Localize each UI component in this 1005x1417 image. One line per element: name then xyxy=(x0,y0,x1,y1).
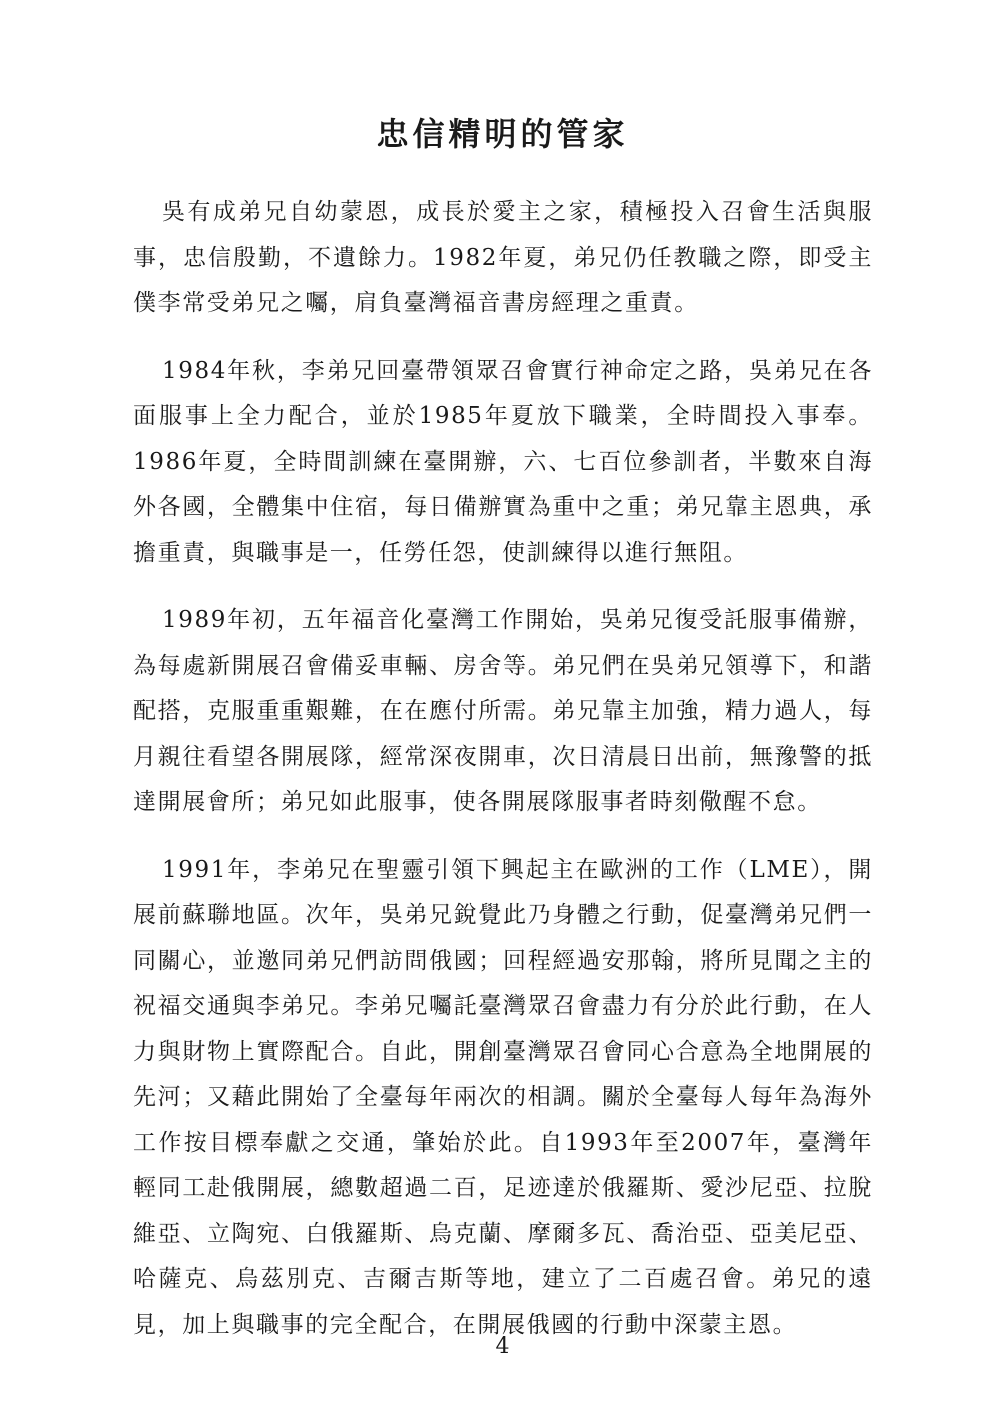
paragraph-4: 1991年，李弟兄在聖靈引領下興起主在歐洲的工作（LME），開展前蘇聯地區。次年，吳弟兄銳覺此乃身體之行動，促臺灣弟兄們一同關心，並邀同弟兄們訪問俄國；回程經過安那翰，將所見聞之主的祝福交通與李弟兄。李弟兄囑託臺灣眾召會盡力有分於此行動，在人力與財物上實際配合。自此，開創臺灣眾召會同心合意為全地開展的先河；又藉此開始了全臺每年兩次的相調。關於全臺每人每年為海外工作按目標奉獻之交通，肇始於此。自1993年至2007年，臺灣年輕同工赴俄開展，總數超過二百，足迹達於俄羅斯、愛沙尼亞、拉脫維亞、立陶宛、白俄羅斯、烏克蘭、摩爾多瓦、喬治亞、亞美尼亞、哈薩克、烏茲別克、吉爾吉斯等地，建立了二百處召會。弟兄的遠見，加上與職事的完全配合，在開展俄國的行動中深蒙主恩。 xyxy=(133,856,873,1338)
paragraph-1: 吳有成弟兄自幼蒙恩，成長於愛主之家，積極投入召會生活與服事，忠信殷勤，不遺餘力。1982年夏，弟兄仍任教職之際，即受主僕李常受弟兄之囑，肩負臺灣福音書房經理之重責。 xyxy=(133,199,873,316)
page-number: 4 xyxy=(495,1334,510,1359)
body-text xyxy=(133,190,873,1370)
page-title: 忠信精明的管家 xyxy=(376,115,629,153)
paragraph-3: 1989年初，五年福音化臺灣工作開始，吳弟兄復受託服事備辦，為每處新開展召會備妥車輛、房舍等。弟兄們在吳弟兄領導下，和諧配搭，克服重重艱難，在在應付所需。弟兄靠主加強，精力過人，每月親往看望各開展隊，經常深夜開車，次日清晨日出前，無豫警的抵達開展會所；弟兄如此服事，使各開展隊服事者時刻儆醒不怠。 xyxy=(133,607,873,815)
paragraph-2: 1984年秋，李弟兄回臺帶領眾召會實行神命定之路，吳弟兄在各面服事上全力配合，並於1985年夏放下職業，全時間投入事奉。1986年夏，全時間訓練在臺開辦，六、七百位參訓者，半數來自海外各國，全體集中住宿，每日備辦實為重中之重；弟兄靠主恩典，承擔重責，與職事是一，任勞任怨，使訓練得以進行無阻。 xyxy=(133,357,873,566)
